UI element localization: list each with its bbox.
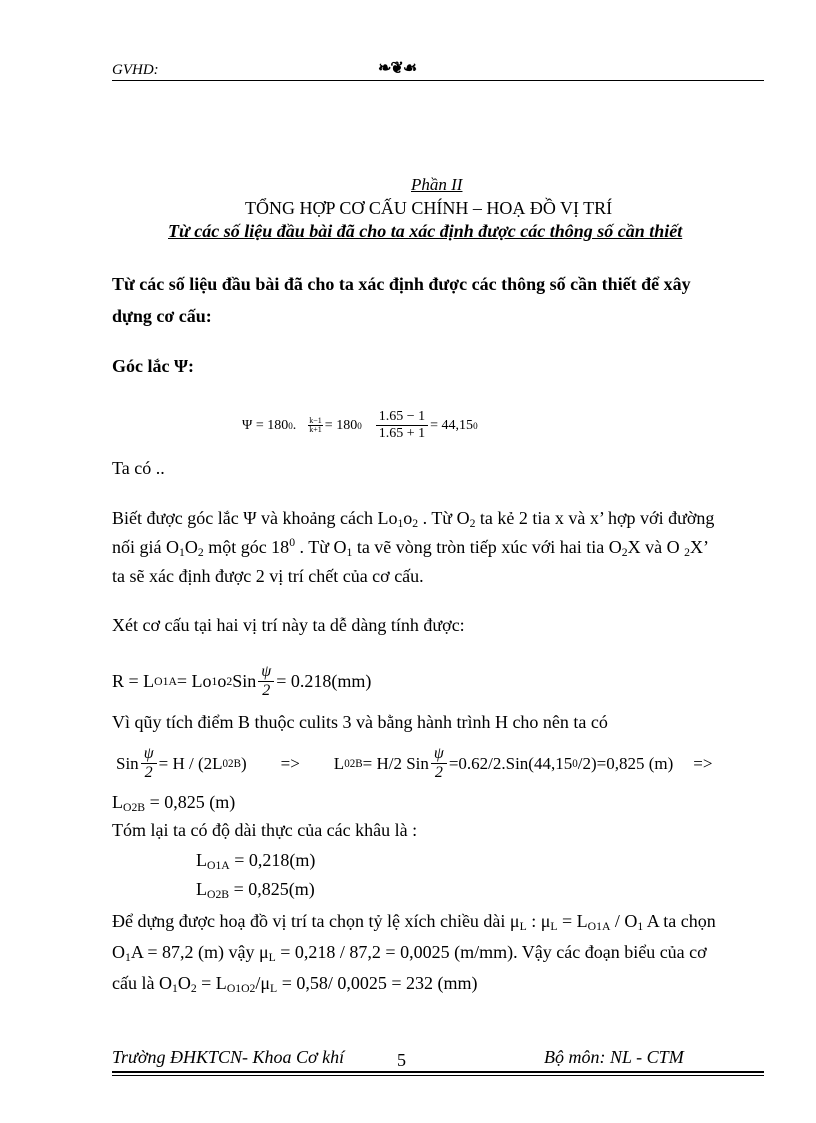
ps-l3a: cấu là O xyxy=(112,973,172,993)
formula-sin-num1: ψ xyxy=(141,746,157,764)
ps-l1d: / O xyxy=(610,911,638,931)
para-b-l2s4: 2 xyxy=(621,546,628,559)
result-lo2b-b: = 0,825 (m) xyxy=(145,792,236,812)
para-b-l2a: nối giá O xyxy=(112,537,179,557)
formula-psi-dot: . xyxy=(292,417,297,433)
para-b-l2g: X’ xyxy=(689,537,709,557)
formula-sin-arrow-1: => xyxy=(280,753,300,773)
ps-l1s1: L xyxy=(519,920,527,933)
length-o1a xyxy=(196,850,315,871)
length-o1a-s: O1A xyxy=(207,859,230,872)
formula-r-fraction xyxy=(258,664,274,699)
para-b-l2s5: 2 xyxy=(684,546,690,559)
para-scale-line-1 xyxy=(112,911,716,932)
summary: Tóm lại ta có độ dài thực của các khâu là : xyxy=(112,820,418,840)
formula-r-d: Sin xyxy=(232,671,257,691)
formula-sin-d: L xyxy=(333,753,345,773)
ps-l2s1: 1 xyxy=(125,951,131,964)
main-title: TỔNG HỢP CƠ CẤU CHÍNH – HOẠ ĐỒ VỊ TRÍ xyxy=(245,198,613,218)
formula-psi-eq1: = 180 xyxy=(324,417,358,433)
formula-r-c: o xyxy=(217,671,227,691)
formula-sin-den1: 2 xyxy=(144,764,153,781)
formula-r: R = L O1A = Lo 1 o 2 Sin $\frac{\psi}{2}$ = 0.218(mm) xyxy=(112,663,372,699)
formula-sin-num2: ψ xyxy=(431,746,447,764)
formula-psi-result: = 44,15 xyxy=(430,417,474,433)
formula-psi-k-fraction xyxy=(308,417,323,434)
ps-l2a: O xyxy=(112,942,125,962)
para-consider: Xét cơ cấu tại hai vị trí này ta dễ dàng tính được: xyxy=(112,615,465,635)
para-b-l1c: . Từ O xyxy=(418,508,470,528)
ps-l3c: = L xyxy=(196,973,227,993)
swing-angle-heading: Góc lắc Ψ: xyxy=(112,356,195,376)
ta-co: Ta có .. xyxy=(112,458,165,478)
fraction-numerator: 1.65 − 1 xyxy=(376,410,428,426)
header-gvhd: GVHD: xyxy=(112,62,159,78)
ps-l1e: A ta chọn xyxy=(643,911,716,931)
intro-line-2: dựng cơ cấu: xyxy=(112,306,212,326)
formula-sin-f: =0.62/2.Sin(44,15 xyxy=(448,753,573,773)
ps-l1s2: L xyxy=(550,920,558,933)
header-rule xyxy=(112,80,764,81)
ps-l3d: /μ xyxy=(255,973,271,993)
para-b-l2c: một góc 18 xyxy=(203,537,290,557)
para-b-l2e: ta vẽ vòng tròn tiếp xúc với hai tia O xyxy=(352,537,622,557)
formula-psi-lhs: Ψ = 180 xyxy=(242,417,289,433)
footer-rule-thick xyxy=(112,1071,764,1073)
formula-sin-b: = H / (2L xyxy=(158,753,223,773)
ps-l2b: A = 87,2 (m) vậy μ xyxy=(130,942,269,962)
ps-l3s3: O1O2 xyxy=(226,982,256,995)
formula-r-den: 2 xyxy=(262,682,271,699)
footer-rule-thin xyxy=(112,1075,764,1076)
para-scale-line-3 xyxy=(112,973,477,994)
para-locus: Vì qũy tích điểm B thuộc culits 3 và bằng hành trình H cho nên ta có xyxy=(112,712,608,732)
formula-psi-fraction xyxy=(376,410,428,441)
length-o1a-b: = 0,218(m) xyxy=(229,850,316,870)
formula-r-e: = 0.218(mm) xyxy=(276,671,372,691)
ps-l2c: = 0,218 / 87,2 = 0,0025 (m/mm). Vậy các đoạn biểu của cơ xyxy=(275,942,707,962)
length-o2b-s: O2B xyxy=(207,888,230,901)
para-b-line-3: ta sẽ xác định được 2 vị trí chết của cơ cấu. xyxy=(112,566,424,586)
para-b-l1s1: 1 xyxy=(397,517,404,530)
para-b-l2s3: 1 xyxy=(346,546,353,559)
ps-l1a: Để dựng được hoạ đồ vị trí ta chọn tỷ lệ xích chiều dài μ xyxy=(112,911,520,931)
length-o1a-a: L xyxy=(196,850,207,870)
formula-sin-e: = H/2 Sin xyxy=(362,753,429,773)
formula-sin-fraction-1 xyxy=(141,746,157,781)
k-numerator: k−1 xyxy=(309,416,322,425)
ps-l2s2: L xyxy=(268,951,276,964)
formula-r-num: ψ xyxy=(258,664,274,682)
ps-l1c: = L xyxy=(557,911,588,931)
para-b-l2b: O xyxy=(184,537,198,557)
formula-sin-fraction-2 xyxy=(431,746,447,781)
length-o2b-b: = 0,825(m) xyxy=(229,879,315,899)
para-b-line-2 xyxy=(112,537,709,558)
result-lo2b-s: O2B xyxy=(123,801,146,814)
para-b-l1s2: 2 xyxy=(412,517,419,530)
formula-sin-den2: 2 xyxy=(434,764,443,781)
para-b-l1s3: 2 xyxy=(469,517,476,530)
para-b-l2s1: 1 xyxy=(179,546,185,559)
para-b-l1b: o xyxy=(403,508,413,528)
footer-school: Trường ĐHKTCN- Khoa Cơ khí xyxy=(112,1047,345,1067)
formula-sin-g: /2)=0,825 (m) xyxy=(577,753,674,773)
k-denominator: k+1 xyxy=(309,425,322,434)
formula-r-a: R = L xyxy=(112,671,155,691)
para-b-l2d: . Từ O xyxy=(295,537,347,557)
formula-sin-a: Sin xyxy=(116,753,139,773)
intro-line-1: Từ các số liệu đầu bài đã cho ta xác định được các thông số cần thiết để xây xyxy=(112,274,691,294)
para-b-l1a: Biết được góc lắc Ψ và khoảng cách Lo xyxy=(112,508,398,528)
para-scale-line-2 xyxy=(112,942,707,963)
ps-l1b: : μ xyxy=(526,911,551,931)
length-o2b xyxy=(196,879,315,900)
ps-l3s4: L xyxy=(270,982,278,995)
formula-sin-arrow-2: => xyxy=(693,753,713,773)
ps-l1s4: 1 xyxy=(637,920,644,933)
header-ornament: ❧❦☙ xyxy=(378,60,417,77)
para-b-l2sup: 0 xyxy=(289,536,296,549)
footer-page-number: 5 xyxy=(397,1050,406,1070)
formula-psi: Ψ = 180 0 . $\frac{k-1}{k+1}$ = 180 0 $\frac{1.65 - 1}{1.65 + 1}$ = 44,15 0 xyxy=(242,409,478,441)
length-o2b-a: L xyxy=(196,879,207,899)
title-subtitle: Từ các số liệu đầu bài đã cho ta xác định được các thông số cần thiết xyxy=(168,221,683,241)
ps-l1s3: O1A xyxy=(587,920,611,933)
part-title: Phần II xyxy=(411,175,463,194)
footer-department: Bộ môn: NL - CTM xyxy=(544,1047,684,1067)
result-lo2b xyxy=(112,792,235,813)
ps-l3b: O xyxy=(177,973,191,993)
para-b-l1d: ta kẻ 2 tia x và x’ hợp với đường xyxy=(475,508,715,528)
result-lo2b-a: L xyxy=(112,792,123,812)
para-b-line-1 xyxy=(112,508,714,529)
formula-sin-c: ) xyxy=(240,753,247,773)
para-b-l2f: X và O xyxy=(627,537,685,557)
ps-l3s2: 2 xyxy=(190,982,197,995)
ps-l3e: = 0,58/ 0,0025 = 232 (mm) xyxy=(277,973,478,993)
formula-r-b: = Lo xyxy=(176,671,212,691)
ps-l3s1: 1 xyxy=(171,982,178,995)
para-b-l2s2: 2 xyxy=(197,546,204,559)
fraction-denominator: 1.65 + 1 xyxy=(378,426,426,441)
formula-sin: Sin $\frac{\psi}{2}$ = H / (2L 02B ) => L 02B = H/2 Sin $\frac{\psi}{2}$ =0.62/2.Sin(44,15 0 /2)=0,825 (m) => xyxy=(116,745,713,781)
